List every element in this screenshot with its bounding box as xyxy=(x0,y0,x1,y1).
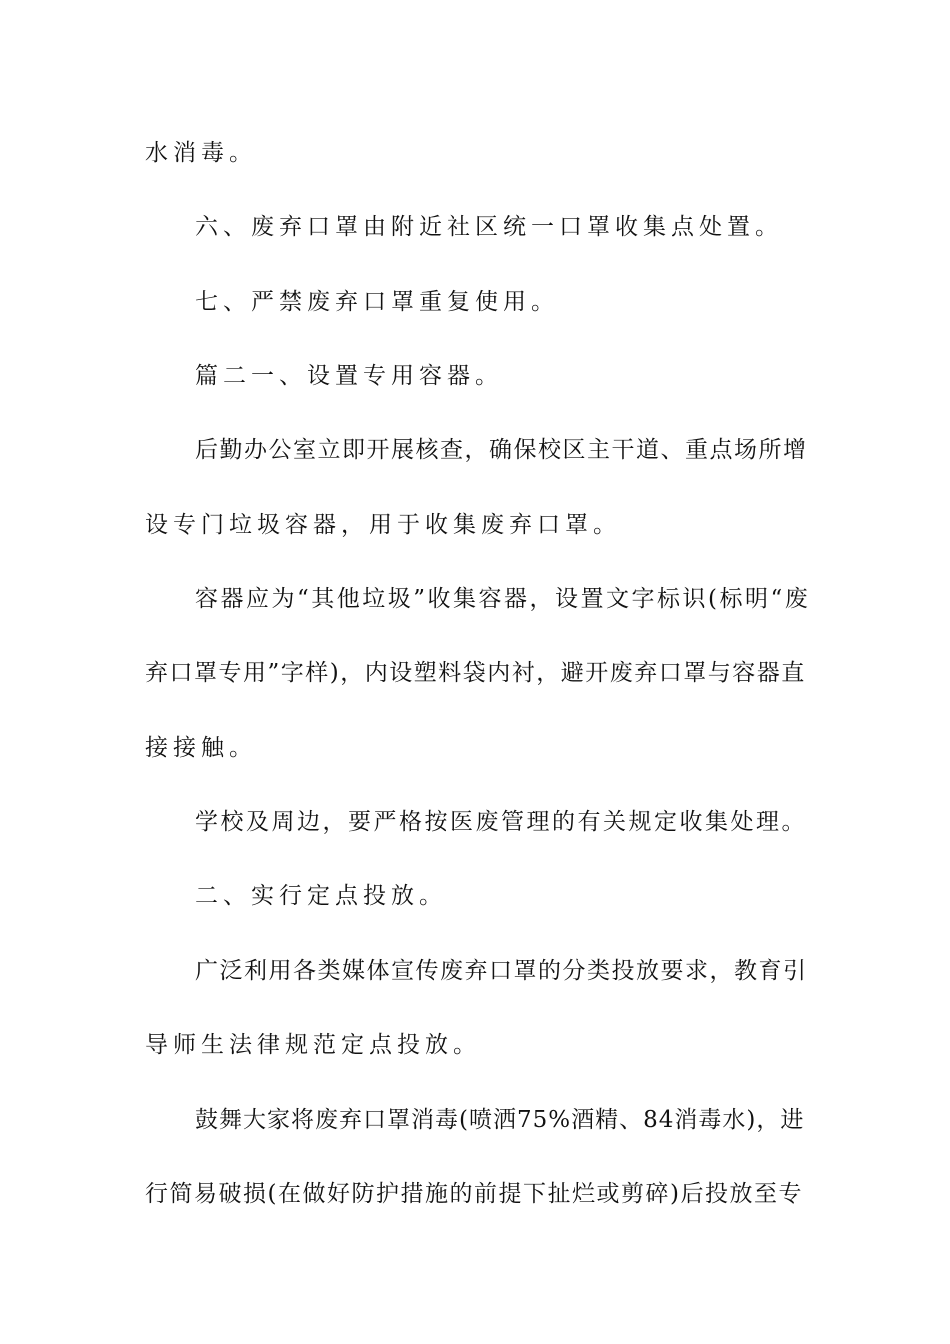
text-line: 篇二一、设置专用容器。 xyxy=(195,363,503,389)
text-line: 行简易破损(在做好防护措施的前提下扯烂或剪碎)后投放至专 xyxy=(145,1181,803,1207)
text-line: 鼓舞大家将废弃口罩消毒(喷洒75%酒精、84消毒水)，进 xyxy=(195,1107,805,1133)
text-line: 广泛利用各类媒体宣传废弃口罩的分类投放要求，教育引 xyxy=(195,958,808,984)
text-line: 学校及周边，要严格按医废管理的有关规定收集处理。 xyxy=(195,809,807,835)
text-line: 水消毒。 xyxy=(145,140,257,166)
text-line: 弃口罩专用”字样)，内设塑料袋内衬，避开废弃口罩与容器直 xyxy=(145,660,806,686)
text-line: 二、实行定点投放。 xyxy=(195,883,447,909)
text-line: 设专门垃圾容器，用于收集废弃口罩。 xyxy=(145,512,621,538)
text-line: 六、废弃口罩由附近社区统一口罩收集点处置。 xyxy=(195,214,783,240)
text-line: 容器应为“其他垃圾”收集容器，设置文字标识(标明“废 xyxy=(195,586,811,612)
text-line: 导师生法律规范定点投放。 xyxy=(145,1032,481,1058)
text-line: 后勤办公室立即开展核查，确保校区主干道、重点场所增 xyxy=(195,437,808,463)
text-line: 接接触。 xyxy=(145,735,257,761)
text-line: 七、严禁废弃口罩重复使用。 xyxy=(195,289,559,315)
